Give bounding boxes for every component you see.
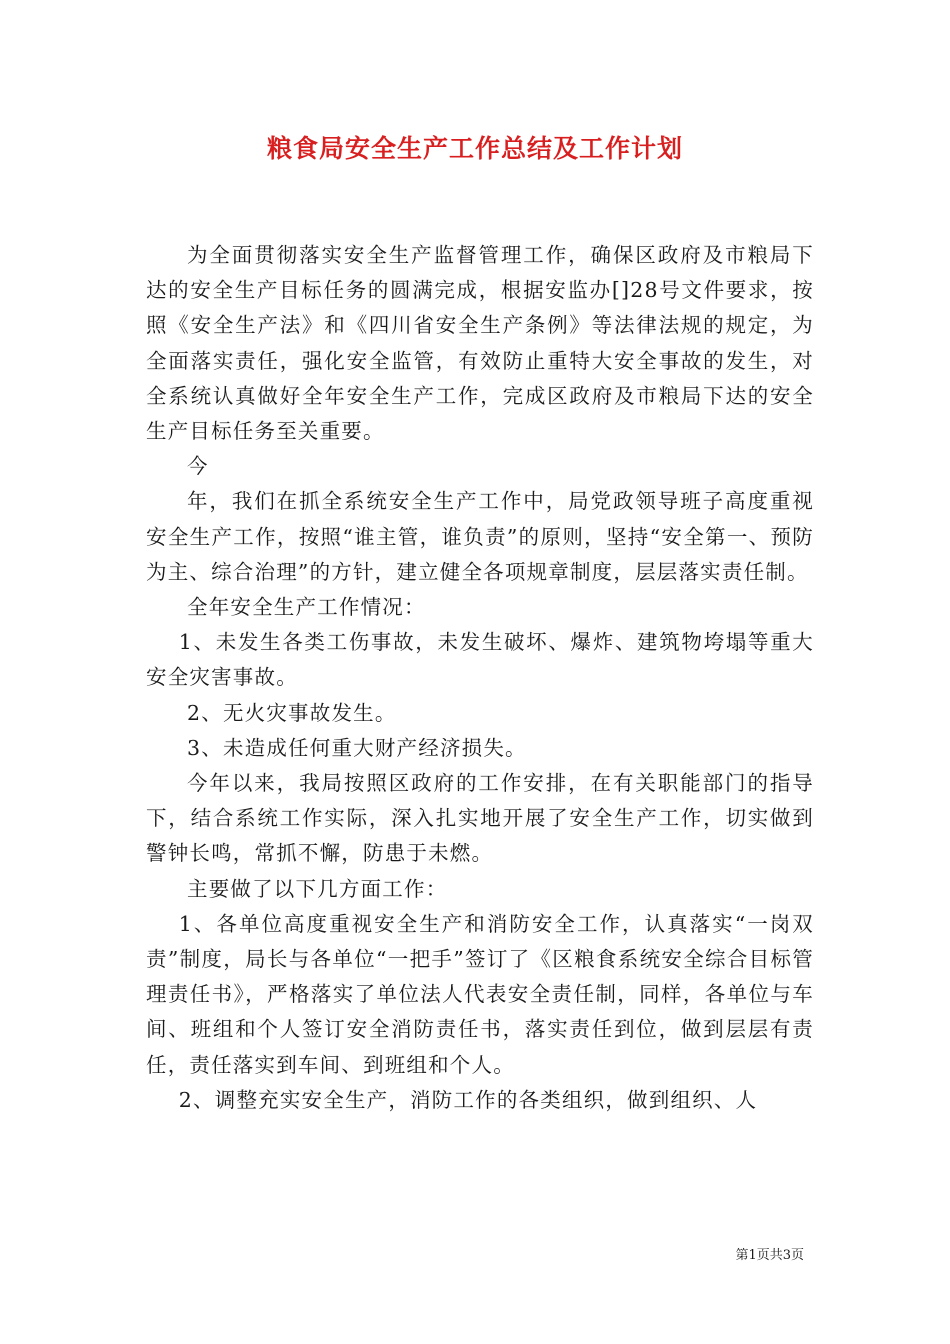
- paragraph: 1、未发生各类工伤事故，未发生破坏、爆炸、建筑物垮塌等重大安全灾害事故。: [146, 630, 814, 690]
- paragraph: 2、无火灾事故发生。: [187, 700, 397, 725]
- paragraph: 年，我们在抓全系统安全生产工作中，局党政领导班子高度重视安全生产工作，按照“谁主管，谁负责”的原则，坚持“安全第一、预防为主、综合治理”的方针，建立健全各项规章制度，层层落实责任制。: [146, 489, 814, 584]
- paragraph: 主要做了以下几方面工作：: [187, 876, 448, 901]
- document-body: [146, 238, 814, 1118]
- paragraph: 1、各单位高度重视安全生产和消防安全工作，认真落实“一岗双责”制度，局长与各单位“一把手”签订了《区粮食系统安全综合目标管理责任书》，严格落实了单位法人代表安全责任制，同样，各单位与车间、班组和个人签订安全消防责任书，落实责任到位，做到层层有责任，责任落实到车间、到班组和个人。: [146, 911, 814, 1077]
- paragraph: 2、调整充实安全生产，消防工作的各类组织，做到组织、人: [178, 1087, 758, 1112]
- paragraph: 今: [187, 454, 209, 479]
- paragraph: 全年安全生产工作情况：: [187, 595, 426, 620]
- paragraph: 为全面贯彻落实安全生产监督管理工作，确保区政府及市粮局下达的安全生产目标任务的圆满完成，根据安监办[]28号文件要求，按照《安全生产法》和《四川省安全生产条例》等法律法规的规定，为全面落实责任，强化安全监管，有效防止重特大安全事故的发生，对全系统认真做好全年安全生产工作，完成区政府及市粮局下达的安全生产目标任务至关重要。: [146, 243, 814, 444]
- paragraph: 今年以来，我局按照区政府的工作安排，在有关职能部门的指导下，结合系统工作实际，深入扎实地开展了安全生产工作，切实做到警钟长鸣，常抓不懈，防患于未燃。: [146, 771, 814, 866]
- paragraph: 3、未造成任何重大财产经济损失。: [187, 735, 527, 760]
- page-indicator: 第1页共3页: [735, 1248, 804, 1263]
- document-title: 粮食局安全生产工作总结及工作计划: [266, 134, 683, 163]
